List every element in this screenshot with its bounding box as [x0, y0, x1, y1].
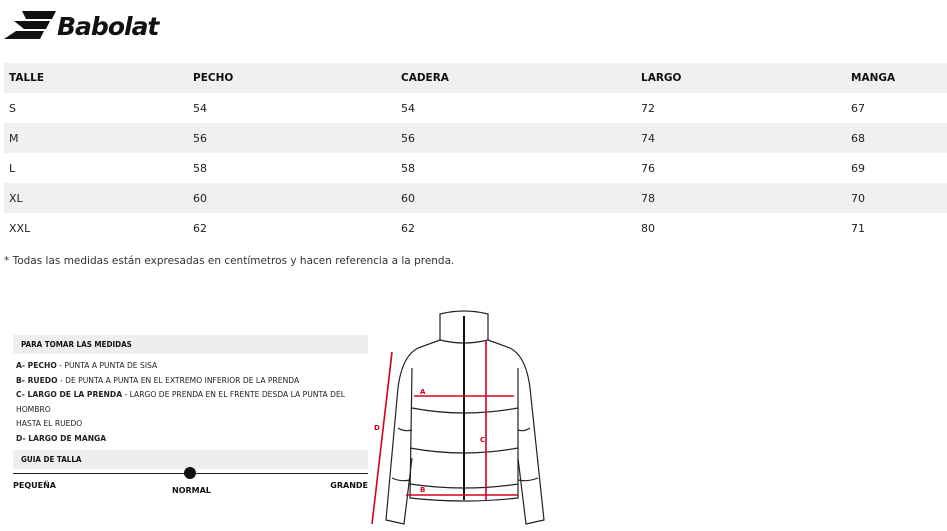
- table-cell: 68: [851, 131, 865, 145]
- table-cell: 72: [641, 101, 655, 115]
- table-cell: S: [9, 101, 16, 115]
- table-cell: M: [9, 131, 19, 145]
- table-cell: 56: [401, 131, 415, 145]
- table-row: [4, 93, 947, 123]
- size-table: [4, 63, 947, 243]
- guide-c-text-2: HASTA EL RUEDO: [16, 419, 83, 428]
- table-header-row: [4, 63, 947, 93]
- table-cell: 54: [401, 101, 415, 115]
- label-d: D: [374, 424, 380, 432]
- table-cell: 62: [401, 221, 415, 235]
- table-cell: 58: [193, 161, 207, 175]
- fit-scale-right-label: GRANDE: [330, 481, 368, 490]
- table-cell: 80: [641, 221, 655, 235]
- table-row: [4, 153, 947, 183]
- footnote: * Todas las medidas están expresadas en centímetros y hacen referencia a la prenda.: [4, 255, 455, 267]
- table-cell: 76: [641, 161, 655, 175]
- guide-b-label: B- RUEDO: [16, 375, 58, 385]
- table-cell: 74: [641, 131, 655, 145]
- guide-a-text: - PUNTA A PUNTA DE SISA: [56, 361, 158, 370]
- table-cell: 67: [851, 101, 865, 115]
- table-cell: XXL: [9, 221, 31, 235]
- guide-c-label: C- LARGO DE LA PRENDA: [16, 390, 123, 399]
- col-header-manga: MANGA: [851, 72, 896, 84]
- label-b: B: [420, 486, 426, 494]
- babolat-logo: [4, 10, 184, 44]
- table-cell: 60: [401, 191, 415, 205]
- guide-c-text: - LARGO DE PRENDA EN EL FRENTE DESDA LA PUNTA DEL HOMBRO: [16, 390, 345, 414]
- table-cell: XL: [9, 191, 23, 205]
- table-cell: 60: [193, 191, 207, 205]
- fit-scale-left-label: PEQUEÑA: [13, 481, 56, 490]
- table-row: [4, 183, 947, 213]
- measurement-guide: [13, 335, 368, 469]
- guide-title: PARA TOMAR LAS MEDIDAS: [13, 335, 368, 354]
- brand-name: Babolat: [57, 12, 159, 41]
- guide-instructions: [13, 354, 368, 450]
- label-c: C: [480, 436, 486, 444]
- col-header-largo: LARGO: [641, 72, 682, 84]
- fit-scale-marker: [184, 467, 196, 479]
- guide-a-label: A- PECHO: [16, 361, 57, 370]
- babolat-swoosh-icon: [4, 10, 56, 40]
- col-header-pecho: PECHO: [193, 72, 234, 84]
- label-a: A: [420, 388, 426, 396]
- fit-scale-center-label: NORMAL: [172, 486, 211, 495]
- table-cell: 70: [851, 191, 865, 205]
- guide-b-text: - DE PUNTA A PUNTA EN EL EXTREMO INFERIOR DE LA PRENDA: [57, 375, 300, 385]
- jacket-diagram: [368, 308, 548, 530]
- table-cell: L: [9, 161, 16, 175]
- col-header-cadera: CADERA: [401, 72, 449, 84]
- table-cell: 69: [851, 161, 865, 175]
- table-row: [4, 123, 947, 153]
- table-cell: 58: [401, 161, 415, 175]
- table-cell: 62: [193, 221, 207, 235]
- table-cell: 54: [193, 101, 207, 115]
- size-guide-title: GUIA DE TALLA: [13, 450, 368, 469]
- fit-scale: [13, 462, 368, 502]
- table-cell: 56: [193, 131, 207, 145]
- guide-d-label: D- LARGO DE MANGA: [16, 433, 107, 443]
- table-cell: 78: [641, 191, 655, 205]
- col-header-talle: TALLE: [9, 72, 45, 84]
- table-cell: 71: [851, 221, 865, 235]
- table-row: [4, 213, 947, 243]
